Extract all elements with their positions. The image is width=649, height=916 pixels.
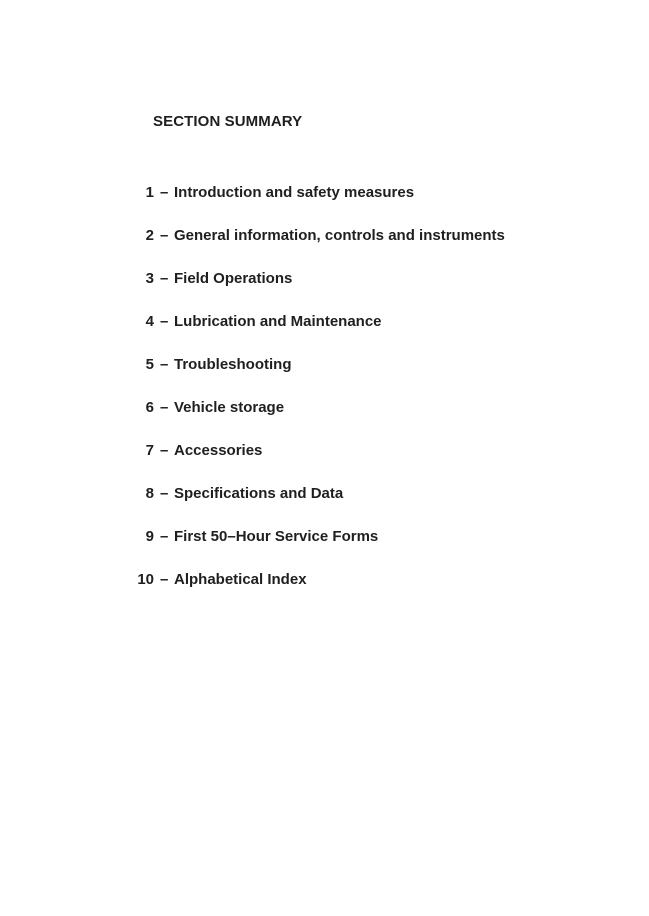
section-item <box>0 485 649 528</box>
section-number: 3 <box>145 270 154 287</box>
section-label: Field Operations <box>174 270 293 287</box>
section-item <box>0 227 649 270</box>
section-separator: – <box>160 399 169 416</box>
section-label: Alphabetical Index <box>174 571 307 588</box>
section-label: Troubleshooting <box>174 356 292 373</box>
section-item <box>0 356 649 399</box>
section-number: 4 <box>145 313 154 330</box>
page-title: SECTION SUMMARY <box>153 113 303 130</box>
section-label: Introduction and safety measures <box>174 184 415 201</box>
section-item <box>0 528 649 571</box>
section-label: First 50–Hour Service Forms <box>174 528 379 545</box>
section-item <box>0 313 649 356</box>
section-separator: – <box>160 184 169 201</box>
section-number: 10 <box>137 571 154 588</box>
section-item <box>0 270 649 313</box>
section-number: 1 <box>145 184 154 201</box>
section-separator: – <box>160 227 169 244</box>
section-separator: – <box>160 356 169 373</box>
section-list <box>0 184 649 614</box>
section-separator: – <box>160 528 169 545</box>
section-number: 8 <box>145 485 154 502</box>
section-label: General information, controls and instruments <box>174 227 505 244</box>
section-separator: – <box>160 442 169 459</box>
section-separator: – <box>160 313 169 330</box>
section-label: Lubrication and Maintenance <box>174 313 382 330</box>
section-item <box>0 399 649 442</box>
section-label: Specifications and Data <box>174 485 344 502</box>
section-item <box>0 571 649 614</box>
section-number: 2 <box>145 227 154 244</box>
section-label: Vehicle storage <box>174 399 285 416</box>
section-item <box>0 442 649 485</box>
section-separator: – <box>160 485 169 502</box>
section-number: 9 <box>145 528 154 545</box>
section-separator: – <box>160 270 169 287</box>
section-label: Accessories <box>174 442 263 459</box>
section-number: 6 <box>145 399 154 416</box>
section-item <box>0 184 649 227</box>
section-number: 5 <box>145 356 154 373</box>
section-number: 7 <box>145 442 154 459</box>
section-separator: – <box>160 571 169 588</box>
